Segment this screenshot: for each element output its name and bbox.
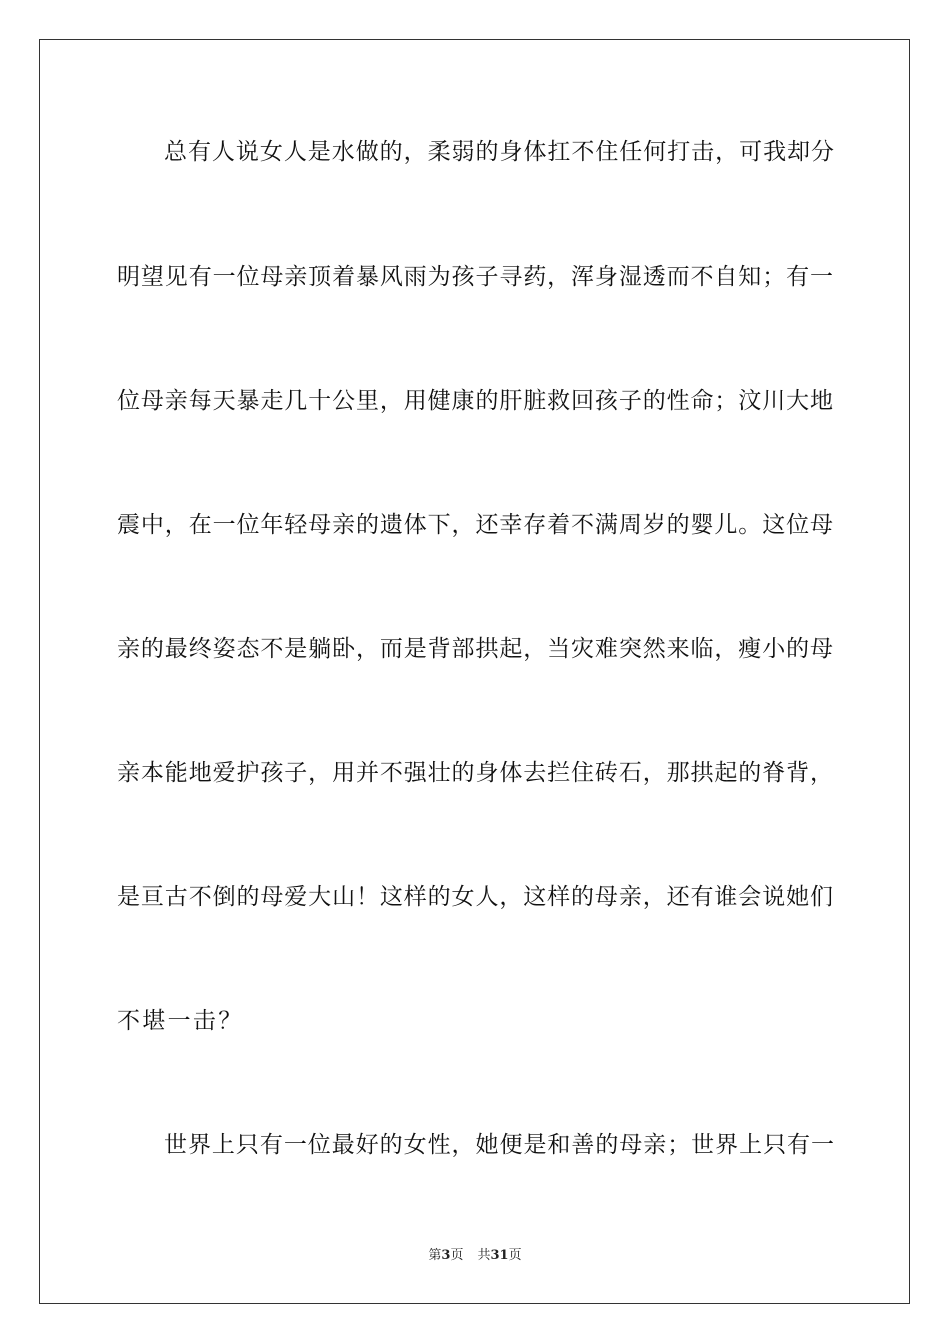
page-suffix: 页 [450,1248,464,1263]
total-pages: 31 [490,1248,509,1263]
page-footer [0,1246,950,1266]
total-suffix: 页 [508,1248,522,1263]
paragraph-1-line-5: 亲的最终姿态不是躺卧，而是背部拱起，当灾难突然来临，瘦小的母 [117,636,833,662]
paragraph-1-line-8: 不堪一击？ [117,1008,244,1034]
paragraph-1-line-2: 明望见有一位母亲顶着暴风雨为孩子寻药，浑身湿透而不自知；有一 [117,264,833,290]
paragraph-1-line-6: 亲本能地爱护孩子，用并不强壮的身体去拦住砖石，那拱起的脊背， [117,760,833,786]
total-prefix: 共 [477,1248,491,1263]
paragraph-2-line-1: 世界上只有一位最好的女性，她便是和善的母亲；世界上只有一 [164,1132,834,1158]
page-border [39,39,910,1304]
paragraph-1-line-4: 震中，在一位年轻母亲的遗体下，还幸存着不满周岁的婴儿。这位母 [117,512,833,538]
page-prefix: 第 [428,1248,442,1263]
paragraph-1-line-7: 是亘古不倒的母爱大山！这样的女人，这样的母亲，还有谁会说她们 [117,884,833,910]
paragraph-1-line-1: 总有人说女人是水做的，柔弱的身体扛不住任何打击，可我却分 [164,139,834,165]
paragraph-1-line-3: 位母亲每天暴走几十公里，用健康的肝脏救回孩子的性命；汶川大地 [117,388,833,414]
page-number: 3 [441,1248,451,1263]
